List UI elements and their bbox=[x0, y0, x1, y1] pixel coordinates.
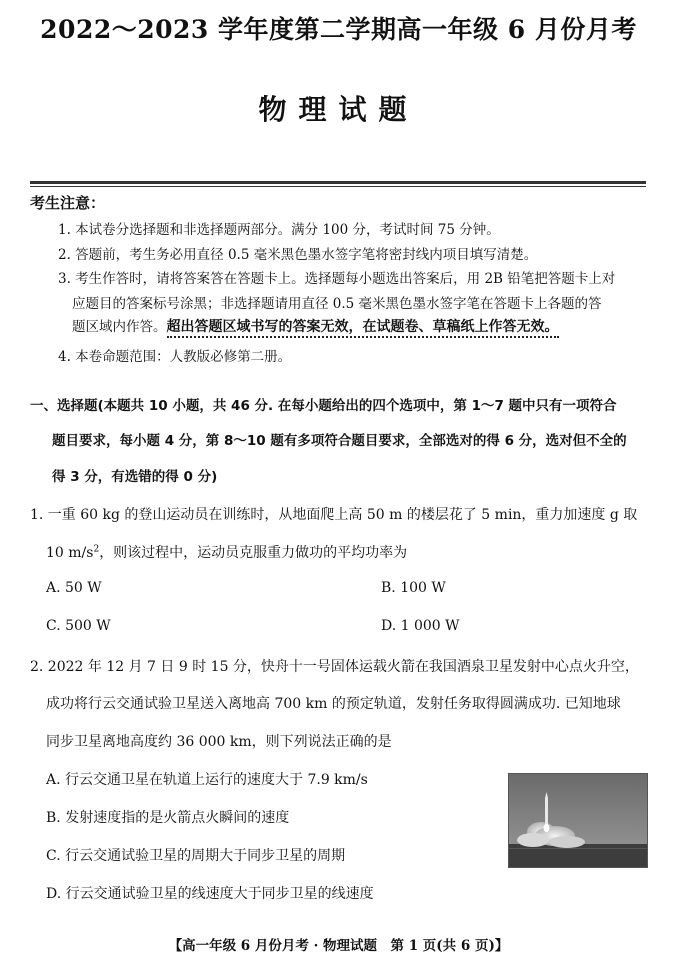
section-1-line-1: 一、选择题(本题共 10 小题，共 46 分. 在每小题给出的四个选项中，第 1～7 题中只有一项符合 bbox=[30, 398, 617, 414]
q2-option-b: B. 发射速度指的是火箭点火瞬间的速度 bbox=[46, 810, 290, 826]
notice-item-1: 1. 本试卷分选择题和非选择题两部分。满分 100 分，考试时间 75 分钟。 bbox=[58, 222, 500, 238]
q1-unit: 10 m/s bbox=[46, 545, 94, 561]
top-rule-thick bbox=[30, 181, 646, 184]
q2-option-a: A. 行云交通卫星在轨道上运行的速度大于 7.9 km/s bbox=[46, 772, 368, 788]
subject-title: 物理试题 bbox=[258, 93, 419, 126]
notice-item-3-text: 题区域内作答。 bbox=[72, 319, 167, 335]
q1-option-c: C. 500 W bbox=[46, 618, 111, 634]
question-2-line-1: 2. 2022 年 12 月 7 日 9 时 15 分，快舟十一号固体运载火箭在我国酒泉卫星发射中心点火升空， bbox=[30, 659, 639, 675]
notice-heading: 考生注意： bbox=[30, 194, 106, 212]
question-2-line-2: 成功将行云交通试验卫星送入离地高 700 km 的预定轨道，发射任务取得圆满成功. 已知地球 bbox=[46, 696, 621, 712]
section-1-line-3: 得 3 分，有选错的得 0 分) bbox=[52, 469, 218, 485]
q1-option-b: B. 100 W bbox=[381, 580, 446, 596]
question-1-line-1: 1. 一重 60 kg 的登山运动员在训练时，从地面爬上高 50 m 的楼层花了 5 min，重力加速度 g 取 bbox=[30, 507, 638, 523]
section-1-line-2: 题目要求，每小题 4 分，第 8～10 题有多项符合题目要求，全部选对的得 6 分，选对但不全的 bbox=[52, 433, 627, 449]
q1-stem-end: ，则该过程中，运动员克服重力做功的平均功率为 bbox=[99, 545, 408, 561]
notice-emphasis: 超出答题区域书写的答案无效，在试题卷、草稿纸上作答无效。 bbox=[167, 319, 559, 338]
exam-title: 2022～2023 学年度第二学期高一年级 6 月份月考 bbox=[40, 15, 637, 44]
page-footer: 【高一年级 6 月份月考 · 物理试题 第 1 页(共 6 页)】 bbox=[168, 938, 509, 954]
notice-item-3-line-1: 3. 考生作答时，请将答案答在答题卡上。选择题每小题选出答案后，用 2B 铅笔把答题卡上对 bbox=[58, 271, 616, 287]
q1-unit-exponent: 2 bbox=[93, 544, 100, 555]
notice-item-2: 2. 答题前，考生务必用直径 0.5 毫米黑色墨水签字笔将密封线内项目填写清楚。 bbox=[58, 247, 538, 263]
top-rule-thin bbox=[30, 186, 646, 187]
notice-item-4: 4. 本卷命题范围：人教版必修第二册。 bbox=[58, 349, 292, 365]
q2-option-c: C. 行云交通试验卫星的周期大于同步卫星的周期 bbox=[46, 848, 346, 864]
rocket-launch-photo bbox=[508, 773, 648, 868]
q1-option-a: A. 50 W bbox=[46, 580, 102, 596]
q1-option-d: D. 1 000 W bbox=[381, 618, 460, 634]
q2-option-d: D. 行云交通试验卫星的线速度大于同步卫星的线速度 bbox=[46, 886, 374, 902]
notice-item-3-line-2: 应题目的答案标号涂黑；非选择题请用直径 0.5 毫米黑色墨水签字笔在答题卡上各题的答 bbox=[72, 296, 602, 312]
question-1-line-2 bbox=[46, 542, 407, 562]
question-2-line-3: 同步卫星离地高度约 36 000 km，则下列说法正确的是 bbox=[46, 734, 392, 750]
notice-item-3-line-3 bbox=[72, 315, 559, 336]
